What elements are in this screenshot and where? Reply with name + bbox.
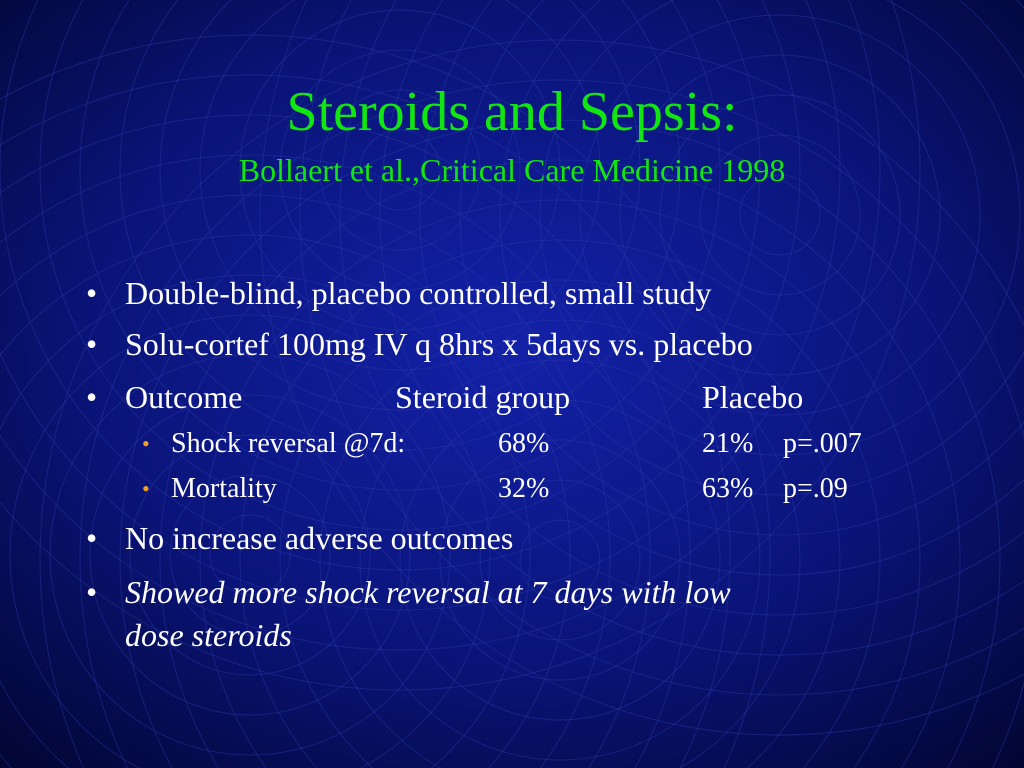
bullet-marker: • bbox=[86, 520, 98, 556]
bullet-marker: • bbox=[86, 326, 98, 362]
outcome-header-steroid: Steroid group bbox=[395, 379, 571, 415]
outcome-row-label: Shock reversal @7d: bbox=[171, 428, 406, 459]
slide-title: Steroids and Sepsis: bbox=[286, 81, 738, 143]
outcome-row-placebo: 21% bbox=[702, 428, 754, 459]
bullet-study-design: Double-blind, placebo controlled, small study bbox=[125, 275, 712, 311]
outcome-header-placebo: Placebo bbox=[702, 379, 804, 415]
outcome-header-label: Outcome bbox=[125, 379, 243, 415]
bullet-conclusion-line-2: dose steroids bbox=[125, 617, 292, 653]
outcome-row-pvalue: p=.09 bbox=[783, 473, 848, 504]
bullet-marker: • bbox=[86, 574, 98, 610]
bullet-marker: • bbox=[86, 275, 98, 311]
bullet-marker: • bbox=[86, 379, 98, 415]
bullet-conclusion-line-1: Showed more shock reversal at 7 days with low bbox=[125, 574, 731, 610]
outcome-row-label: Mortality bbox=[171, 473, 277, 504]
bullet-adverse-outcomes: No increase adverse outcomes bbox=[125, 520, 514, 556]
outcome-row-placebo: 63% bbox=[702, 473, 754, 504]
sub-bullet-marker: • bbox=[142, 431, 150, 456]
slide-subtitle: Bollaert et al.,Critical Care Medicine 1998 bbox=[238, 152, 786, 188]
outcome-row-steroid: 32% bbox=[498, 473, 550, 504]
bullet-dosing: Solu-cortef 100mg IV q 8hrs x 5days vs. placebo bbox=[125, 326, 753, 362]
outcome-row-pvalue: p=.007 bbox=[783, 428, 862, 459]
outcome-row-steroid: 68% bbox=[498, 428, 550, 459]
sub-bullet-marker: • bbox=[142, 476, 150, 501]
